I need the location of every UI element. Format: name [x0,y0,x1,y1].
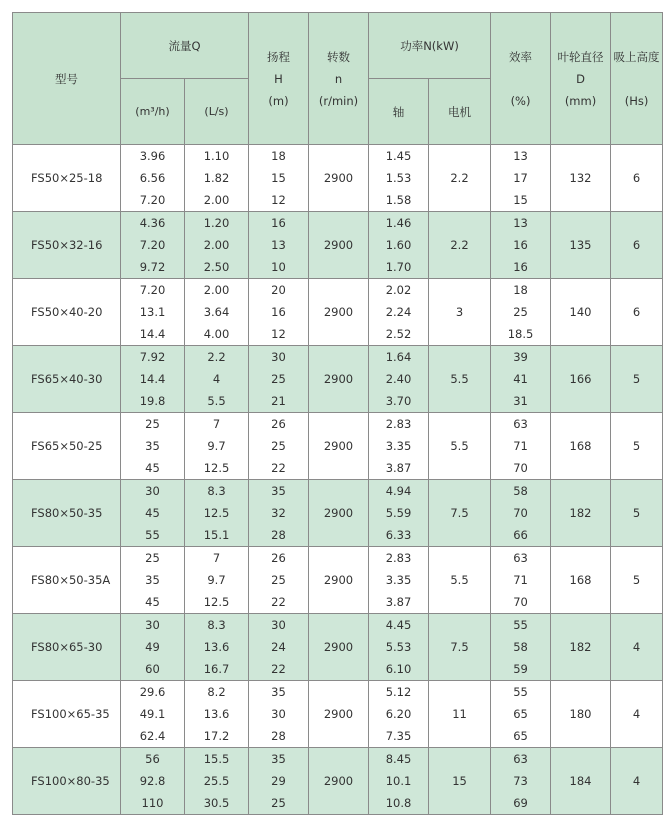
cell-head [249,279,309,346]
cell-efficiency-value: 13 [513,149,528,163]
cell-efficiency-value: 71 [513,573,528,587]
cell-flow-m3h [121,547,185,614]
cell-power-shaft-value: 5.59 [385,506,412,520]
cell-speed: 2900 [309,480,369,547]
cell-flow-m3h-value: 56 [145,752,160,766]
cell-efficiency-value: 16 [513,238,528,252]
cell-flow-m3h-value: 29.6 [139,685,166,699]
cell-flow-m3h [121,346,185,413]
cell-power-motor: 3 [429,279,491,346]
cell-flow-ls [185,681,249,748]
cell-efficiency-value: 59 [513,662,528,676]
cell-suction-height: 6 [611,279,663,346]
cell-head-value: 15 [271,171,286,185]
cell-flow-m3h-value: 7.92 [139,350,166,364]
cell-model: FS100×65-35 [13,681,121,748]
cell-speed: 2900 [309,547,369,614]
cell-efficiency [491,212,551,279]
cell-head [249,614,309,681]
cell-head-value: 24 [271,640,286,654]
cell-suction-height: 6 [611,212,663,279]
pump-spec-table [12,12,663,815]
cell-power-shaft-value: 2.83 [385,417,412,431]
cell-flow-ls-value: 2.50 [203,260,230,274]
cell-flow-ls-value: 8.3 [207,484,226,498]
cell-head [249,413,309,480]
cell-flow-ls [185,346,249,413]
cell-impeller-diameter: 182 [551,614,611,681]
cell-flow-ls-value: 16.7 [203,662,230,676]
cell-head-value: 25 [271,372,286,386]
header-efficiency: 效率 (%) [491,13,551,145]
cell-flow-ls-value: 2.00 [203,193,230,207]
cell-efficiency [491,681,551,748]
cell-flow-ls-value: 1.10 [203,149,230,163]
cell-power-motor: 7.5 [429,480,491,547]
cell-efficiency-value: 15 [513,193,528,207]
cell-efficiency [491,547,551,614]
header-speed: 转数 n (r/min) [309,13,369,145]
cell-head [249,480,309,547]
cell-head [249,748,309,815]
cell-power-shaft [369,614,429,681]
cell-flow-m3h [121,279,185,346]
table-row [13,614,663,681]
cell-power-shaft [369,480,429,547]
cell-suction-height: 5 [611,547,663,614]
cell-power-shaft-value: 6.20 [385,707,412,721]
cell-flow-ls-value: 15.5 [203,752,230,766]
header-power-motor: 电机 [429,79,491,145]
cell-flow-ls-value: 30.5 [203,796,230,810]
cell-flow-ls-value: 4 [212,372,221,386]
cell-flow-ls-value: 1.82 [203,171,230,185]
cell-power-shaft-value: 3.87 [385,595,412,609]
table-row [13,212,663,279]
cell-power-shaft-value: 10.8 [385,796,412,810]
cell-flow-m3h-value: 30 [145,484,160,498]
cell-power-shaft-value: 2.52 [385,327,412,341]
cell-flow-m3h-value: 14.4 [139,327,166,341]
cell-impeller-diameter: 135 [551,212,611,279]
cell-flow-m3h-value: 14.4 [139,372,166,386]
cell-head [249,346,309,413]
cell-flow-ls-value: 12.5 [203,461,230,475]
cell-flow-ls [185,212,249,279]
cell-flow-m3h [121,681,185,748]
cell-efficiency-value: 63 [513,417,528,431]
cell-efficiency [491,279,551,346]
cell-flow-ls [185,413,249,480]
header-power-shaft: 轴 [369,79,429,145]
cell-power-shaft-value: 1.45 [385,149,412,163]
cell-flow-m3h-value: 60 [145,662,160,676]
cell-suction-height: 6 [611,145,663,212]
cell-power-shaft-value: 1.70 [385,260,412,274]
cell-power-shaft-value: 8.45 [385,752,412,766]
cell-impeller-diameter: 184 [551,748,611,815]
table-row [13,748,663,815]
cell-head-value: 26 [271,417,286,431]
cell-efficiency [491,346,551,413]
cell-flow-m3h-value: 45 [145,506,160,520]
cell-efficiency-value: 66 [513,528,528,542]
cell-model: FS65×40-30 [13,346,121,413]
cell-head-value: 30 [271,350,286,364]
cell-flow-ls [185,614,249,681]
cell-impeller-diameter: 140 [551,279,611,346]
table-row [13,279,663,346]
cell-head-value: 16 [271,216,286,230]
header-flow-m3h: (m³/h) [121,79,185,145]
cell-power-shaft-value: 1.53 [385,171,412,185]
cell-efficiency-value: 13 [513,216,528,230]
cell-power-shaft-value: 4.45 [385,618,412,632]
cell-power-shaft [369,279,429,346]
cell-flow-ls-value: 9.7 [207,439,226,453]
cell-efficiency [491,413,551,480]
cell-efficiency-value: 70 [513,461,528,475]
cell-flow-ls-value: 8.3 [207,618,226,632]
cell-power-motor: 11 [429,681,491,748]
cell-flow-m3h-value: 9.72 [139,260,166,274]
cell-power-shaft [369,212,429,279]
cell-flow-m3h [121,413,185,480]
cell-efficiency-value: 16 [513,260,528,274]
cell-efficiency-value: 63 [513,551,528,565]
cell-head-value: 13 [271,238,286,252]
cell-flow-m3h [121,212,185,279]
cell-flow-ls-value: 3.64 [203,305,230,319]
cell-model: FS50×32-16 [13,212,121,279]
cell-power-shaft-value: 6.10 [385,662,412,676]
cell-head-value: 26 [271,551,286,565]
cell-flow-ls-value: 7 [212,417,221,431]
cell-head-value: 10 [271,260,286,274]
cell-flow-m3h-value: 30 [145,618,160,632]
cell-speed: 2900 [309,614,369,681]
cell-flow-ls [185,145,249,212]
cell-power-shaft-value: 2.40 [385,372,412,386]
cell-suction-height: 5 [611,480,663,547]
cell-head-value: 22 [271,662,286,676]
cell-model: FS50×25-18 [13,145,121,212]
header-flow: 流量Q [121,13,249,79]
cell-head-value: 25 [271,573,286,587]
cell-impeller-diameter: 182 [551,480,611,547]
cell-head-value: 22 [271,595,286,609]
cell-head-value: 35 [271,685,286,699]
cell-flow-m3h-value: 35 [145,573,160,587]
cell-power-shaft-value: 1.46 [385,216,412,230]
cell-flow-m3h-value: 49 [145,640,160,654]
cell-head-value: 30 [271,618,286,632]
cell-power-motor: 5.5 [429,346,491,413]
cell-flow-ls-value: 15.1 [203,528,230,542]
cell-flow-ls-value: 25.5 [203,774,230,788]
cell-flow-m3h-value: 7.20 [139,238,166,252]
cell-power-motor: 15 [429,748,491,815]
cell-suction-height: 5 [611,413,663,480]
cell-model: FS50×40-20 [13,279,121,346]
cell-flow-ls [185,279,249,346]
cell-head [249,547,309,614]
header-flow-ls: (L/s) [185,79,249,145]
table-row [13,480,663,547]
cell-model: FS80×65-30 [13,614,121,681]
table-row [13,547,663,614]
cell-efficiency-value: 69 [513,796,528,810]
cell-power-motor: 5.5 [429,547,491,614]
cell-power-motor: 2.2 [429,212,491,279]
cell-efficiency [491,145,551,212]
cell-flow-ls-value: 2.2 [207,350,226,364]
cell-speed: 2900 [309,346,369,413]
cell-efficiency [491,480,551,547]
cell-power-shaft-value: 1.60 [385,238,412,252]
cell-flow-m3h-value: 92.8 [139,774,166,788]
cell-flow-ls [185,748,249,815]
cell-power-shaft-value: 7.35 [385,729,412,743]
cell-flow-m3h-value: 45 [145,595,160,609]
cell-power-shaft-value: 5.12 [385,685,412,699]
cell-head [249,145,309,212]
cell-head-value: 32 [271,506,286,520]
cell-power-shaft-value: 3.35 [385,439,412,453]
cell-flow-ls-value: 7 [212,551,221,565]
cell-speed: 2900 [309,413,369,480]
cell-head-value: 29 [271,774,286,788]
cell-suction-height: 4 [611,748,663,815]
cell-suction-height: 4 [611,614,663,681]
cell-efficiency-value: 70 [513,506,528,520]
cell-model: FS80×50-35 [13,480,121,547]
cell-flow-m3h-value: 62.4 [139,729,166,743]
cell-flow-m3h-value: 13.1 [139,305,166,319]
cell-efficiency-value: 65 [513,729,528,743]
cell-head-value: 35 [271,752,286,766]
cell-power-shaft [369,681,429,748]
cell-flow-ls-value: 5.5 [207,394,226,408]
cell-power-shaft-value: 1.64 [385,350,412,364]
cell-head-value: 25 [271,796,286,810]
cell-head-value: 22 [271,461,286,475]
cell-model: FS65×50-25 [13,413,121,480]
cell-efficiency [491,614,551,681]
cell-flow-m3h-value: 45 [145,461,160,475]
cell-head-value: 28 [271,729,286,743]
table-row [13,145,663,212]
cell-head-value: 35 [271,484,286,498]
cell-flow-m3h [121,748,185,815]
cell-power-shaft-value: 4.94 [385,484,412,498]
cell-power-motor: 7.5 [429,614,491,681]
cell-suction-height: 4 [611,681,663,748]
cell-impeller-diameter: 166 [551,346,611,413]
cell-speed: 2900 [309,681,369,748]
cell-power-shaft-value: 1.58 [385,193,412,207]
cell-speed: 2900 [309,748,369,815]
cell-flow-ls-value: 17.2 [203,729,230,743]
cell-power-motor: 5.5 [429,413,491,480]
cell-efficiency-value: 41 [513,372,528,386]
cell-head-value: 12 [271,327,286,341]
cell-flow-m3h [121,480,185,547]
cell-head-value: 16 [271,305,286,319]
cell-efficiency-value: 31 [513,394,528,408]
cell-impeller-diameter: 168 [551,547,611,614]
cell-power-shaft-value: 2.83 [385,551,412,565]
cell-power-shaft-value: 3.70 [385,394,412,408]
cell-flow-m3h-value: 19.8 [139,394,166,408]
cell-flow-m3h-value: 35 [145,439,160,453]
cell-head-value: 28 [271,528,286,542]
cell-efficiency-value: 71 [513,439,528,453]
cell-power-shaft [369,547,429,614]
cell-efficiency-value: 17 [513,171,528,185]
cell-flow-m3h-value: 3.96 [139,149,166,163]
cell-power-shaft-value: 2.02 [385,283,412,297]
cell-flow-ls-value: 8.2 [207,685,226,699]
cell-flow-m3h-value: 110 [141,796,164,810]
cell-head [249,212,309,279]
cell-power-shaft-value: 3.87 [385,461,412,475]
cell-flow-ls-value: 1.20 [203,216,230,230]
cell-head-value: 20 [271,283,286,297]
cell-flow-ls-value: 4.00 [203,327,230,341]
header-impeller-diameter: 叶轮直径 D (mm) [551,13,611,145]
cell-impeller-diameter: 180 [551,681,611,748]
cell-power-shaft-value: 5.53 [385,640,412,654]
cell-impeller-diameter: 168 [551,413,611,480]
cell-power-shaft [369,346,429,413]
cell-flow-m3h [121,614,185,681]
cell-efficiency-value: 55 [513,618,528,632]
cell-flow-ls-value: 2.00 [203,283,230,297]
cell-flow-ls-value: 12.5 [203,506,230,520]
cell-speed: 2900 [309,145,369,212]
cell-power-shaft [369,145,429,212]
cell-power-shaft-value: 10.1 [385,774,412,788]
cell-efficiency-value: 58 [513,640,528,654]
cell-suction-height: 5 [611,346,663,413]
cell-flow-m3h-value: 25 [145,417,160,431]
cell-flow-m3h-value: 7.20 [139,283,166,297]
cell-power-shaft [369,748,429,815]
cell-efficiency [491,748,551,815]
cell-flow-ls [185,547,249,614]
cell-head-value: 30 [271,707,286,721]
header-suction-height: 吸上高度 (Hs) [611,13,663,145]
cell-flow-ls-value: 2.00 [203,238,230,252]
cell-efficiency-value: 73 [513,774,528,788]
cell-speed: 2900 [309,212,369,279]
cell-efficiency-value: 39 [513,350,528,364]
cell-flow-ls-value: 9.7 [207,573,226,587]
cell-flow-m3h-value: 7.20 [139,193,166,207]
cell-flow-ls [185,480,249,547]
cell-power-shaft-value: 3.35 [385,573,412,587]
cell-flow-m3h-value: 4.36 [139,216,166,230]
cell-efficiency-value: 58 [513,484,528,498]
cell-efficiency-value: 65 [513,707,528,721]
table-row [13,413,663,480]
cell-flow-m3h-value: 55 [145,528,160,542]
cell-flow-m3h-value: 25 [145,551,160,565]
cell-efficiency-value: 70 [513,595,528,609]
cell-head [249,681,309,748]
cell-model: FS100×80-35 [13,748,121,815]
cell-head-value: 21 [271,394,286,408]
cell-efficiency-value: 63 [513,752,528,766]
header-head: 扬程 H (m) [249,13,309,145]
cell-power-shaft-value: 2.24 [385,305,412,319]
cell-efficiency-value: 55 [513,685,528,699]
cell-efficiency-value: 18.5 [507,327,534,341]
cell-impeller-diameter: 132 [551,145,611,212]
cell-head-value: 18 [271,149,286,163]
cell-model: FS80×50-35A [13,547,121,614]
table-row [13,346,663,413]
header-model: 型号 [13,13,121,145]
cell-head-value: 12 [271,193,286,207]
cell-flow-ls-value: 13.6 [203,640,230,654]
cell-power-motor: 2.2 [429,145,491,212]
cell-flow-m3h [121,145,185,212]
cell-flow-m3h-value: 49.1 [139,707,166,721]
cell-power-shaft [369,413,429,480]
header-power: 功率N(kW) [369,13,491,79]
cell-efficiency-value: 18 [513,283,528,297]
cell-flow-ls-value: 12.5 [203,595,230,609]
cell-head-value: 25 [271,439,286,453]
table-row [13,681,663,748]
cell-speed: 2900 [309,279,369,346]
cell-power-shaft-value: 6.33 [385,528,412,542]
cell-efficiency-value: 25 [513,305,528,319]
table-body [13,145,663,815]
cell-flow-m3h-value: 6.56 [139,171,166,185]
cell-flow-ls-value: 13.6 [203,707,230,721]
